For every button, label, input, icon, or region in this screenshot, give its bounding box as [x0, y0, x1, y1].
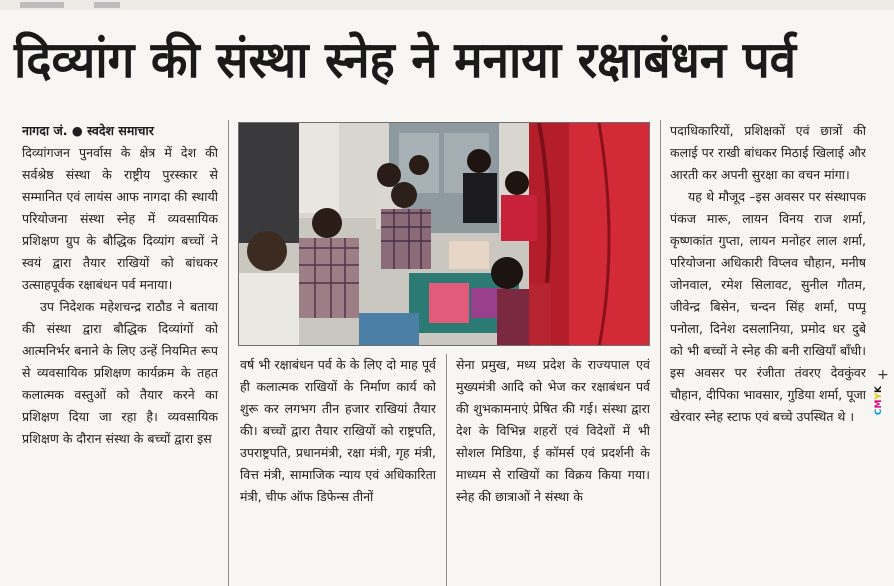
- dateline: नागदा जं. ● स्वदेश समाचार: [22, 123, 154, 138]
- headline: दिव्यांग की संस्था स्नेह ने मनाया रक्षाबंधन पर्व: [14, 31, 797, 89]
- top-strip-mark: [94, 2, 120, 8]
- paragraph: यह थे मौजूद –इस अवसर पर संस्थापक पंकज मारू, लायन विनय राज शर्मा, कृष्णकांत गुप्ता, लायन मनोहर लाल शर्मा, परियोजना अधिकारी विप्लव चौहान, मनीष जोनवाल, रमेश सिलावट, सुनील गौतम, जीवेन्द्र बिसेन, चन्दन सिंह शर्मा, पप्पू पनोला, दिनेश दसलानिया, प्रमोद धर दुबे को भी बच्चों ने स्नेह की बनी राखियाँ बाँधी। इस अवसर पर रंजीता तंवरए देवकुंवर चौहान, दीपिका भावसार, गुडिया शर्मा, पूजा खेरवार स्नेह स्टाफ एवं बच्चे उपस्थित थे ।: [670, 189, 866, 424]
- column-divider: [228, 120, 229, 586]
- print-registration-mark: [874, 368, 890, 438]
- paragraph: दिव्यांगजन पुनर्वास के क्षेत्र में देश की सर्वश्रेष्ठ संस्था के राष्ट्रीय पुरस्कार से सम्मानित एवं लायंस आफ नागदा की स्थायी परियोजना संस्था स्नेह में व्यवसायिक प्रशिक्षण ग्रुप के बौद्धिक दिव्यांग बच्चों ने स्वयं द्वारा तैयार राखियों को बांधकर उत्साहपूर्वक रक्षाबंधन पर्व मनाया।: [22, 145, 218, 292]
- paragraph: वर्ष भी रक्षाबंधन पर्व के के लिए दो माह पूर्व ही कलात्मक राखियों के निर्माण कार्य को शुरू कर लगभग तीन हजार राखियां तैयार की। बच्चों द्वारा तैयार राखियों को राष्ट्रपति, उपराष्ट्रपति, प्रधानमंत्री, रक्षा मंत्री, गृह मंत्री, वित्त मंत्री, सामाजिक न्याय एवं अधिकारिता मंत्री, चीफ ऑफ डिफेन्स तीनों: [240, 357, 436, 504]
- paragraph: उप निदेशक महेशचन्द्र राठौड ने बताया की संस्था द्वारा बौद्धिक दिव्यांगों को आत्मनिर्भर बनाने के लिए उन्हें नियमित रूप से व्यवसायिक प्रशिक्षण कार्यक्रम के तहत कलात्मक वस्तुओं को तैयार करने का प्रशिक्षण दिया जा रहा है। व्यवसायिक प्रशिक्षण के दौरान संस्था के बच्चों द्वारा इस: [22, 299, 218, 446]
- registration-plus-icon: +: [877, 367, 889, 383]
- column-divider: [446, 354, 447, 586]
- cmyk-color-mark: [874, 386, 888, 415]
- article-column-4: [670, 120, 866, 586]
- page-top-strip: [0, 0, 894, 10]
- article-column-2: [240, 354, 436, 586]
- cmyk-letter: M: [874, 399, 884, 409]
- cmyk-letter: C: [874, 408, 884, 416]
- top-strip-mark: [20, 2, 64, 8]
- news-photo: [238, 122, 650, 346]
- paragraph: पदाधिकारियों, प्रशिक्षकों एवं छात्रों की कलाई पर राखी बांधकर मिठाई खिलाई और आरती कर अपनी सुरक्षा का वचन मांगा।: [670, 123, 866, 182]
- paragraph: सेना प्रमुख, मध्य प्रदेश के राज्यपाल एवं मुख्यमंत्री आदि को भेज कर रक्षाबंधन पर्व की शुभकामनाएं प्रेषित की गई। संस्था द्वारा देश के विभिन्न शहरों एवं विदेशों में भी सोशल मिडिया, ई कॉमर्स एवं प्रदर्शनी के माध्यम से राखियों का विक्रय किया गया। स्नेह की छात्राओं ने संस्था के: [456, 357, 650, 504]
- article-column-1: [22, 120, 218, 586]
- column-divider: [660, 120, 661, 586]
- article-column-3: [456, 354, 650, 586]
- cmyk-letter: Y: [874, 392, 884, 400]
- cmyk-label: [874, 386, 884, 415]
- rakhi-celebration-photo: [239, 123, 650, 346]
- cmyk-letter: K: [874, 386, 884, 393]
